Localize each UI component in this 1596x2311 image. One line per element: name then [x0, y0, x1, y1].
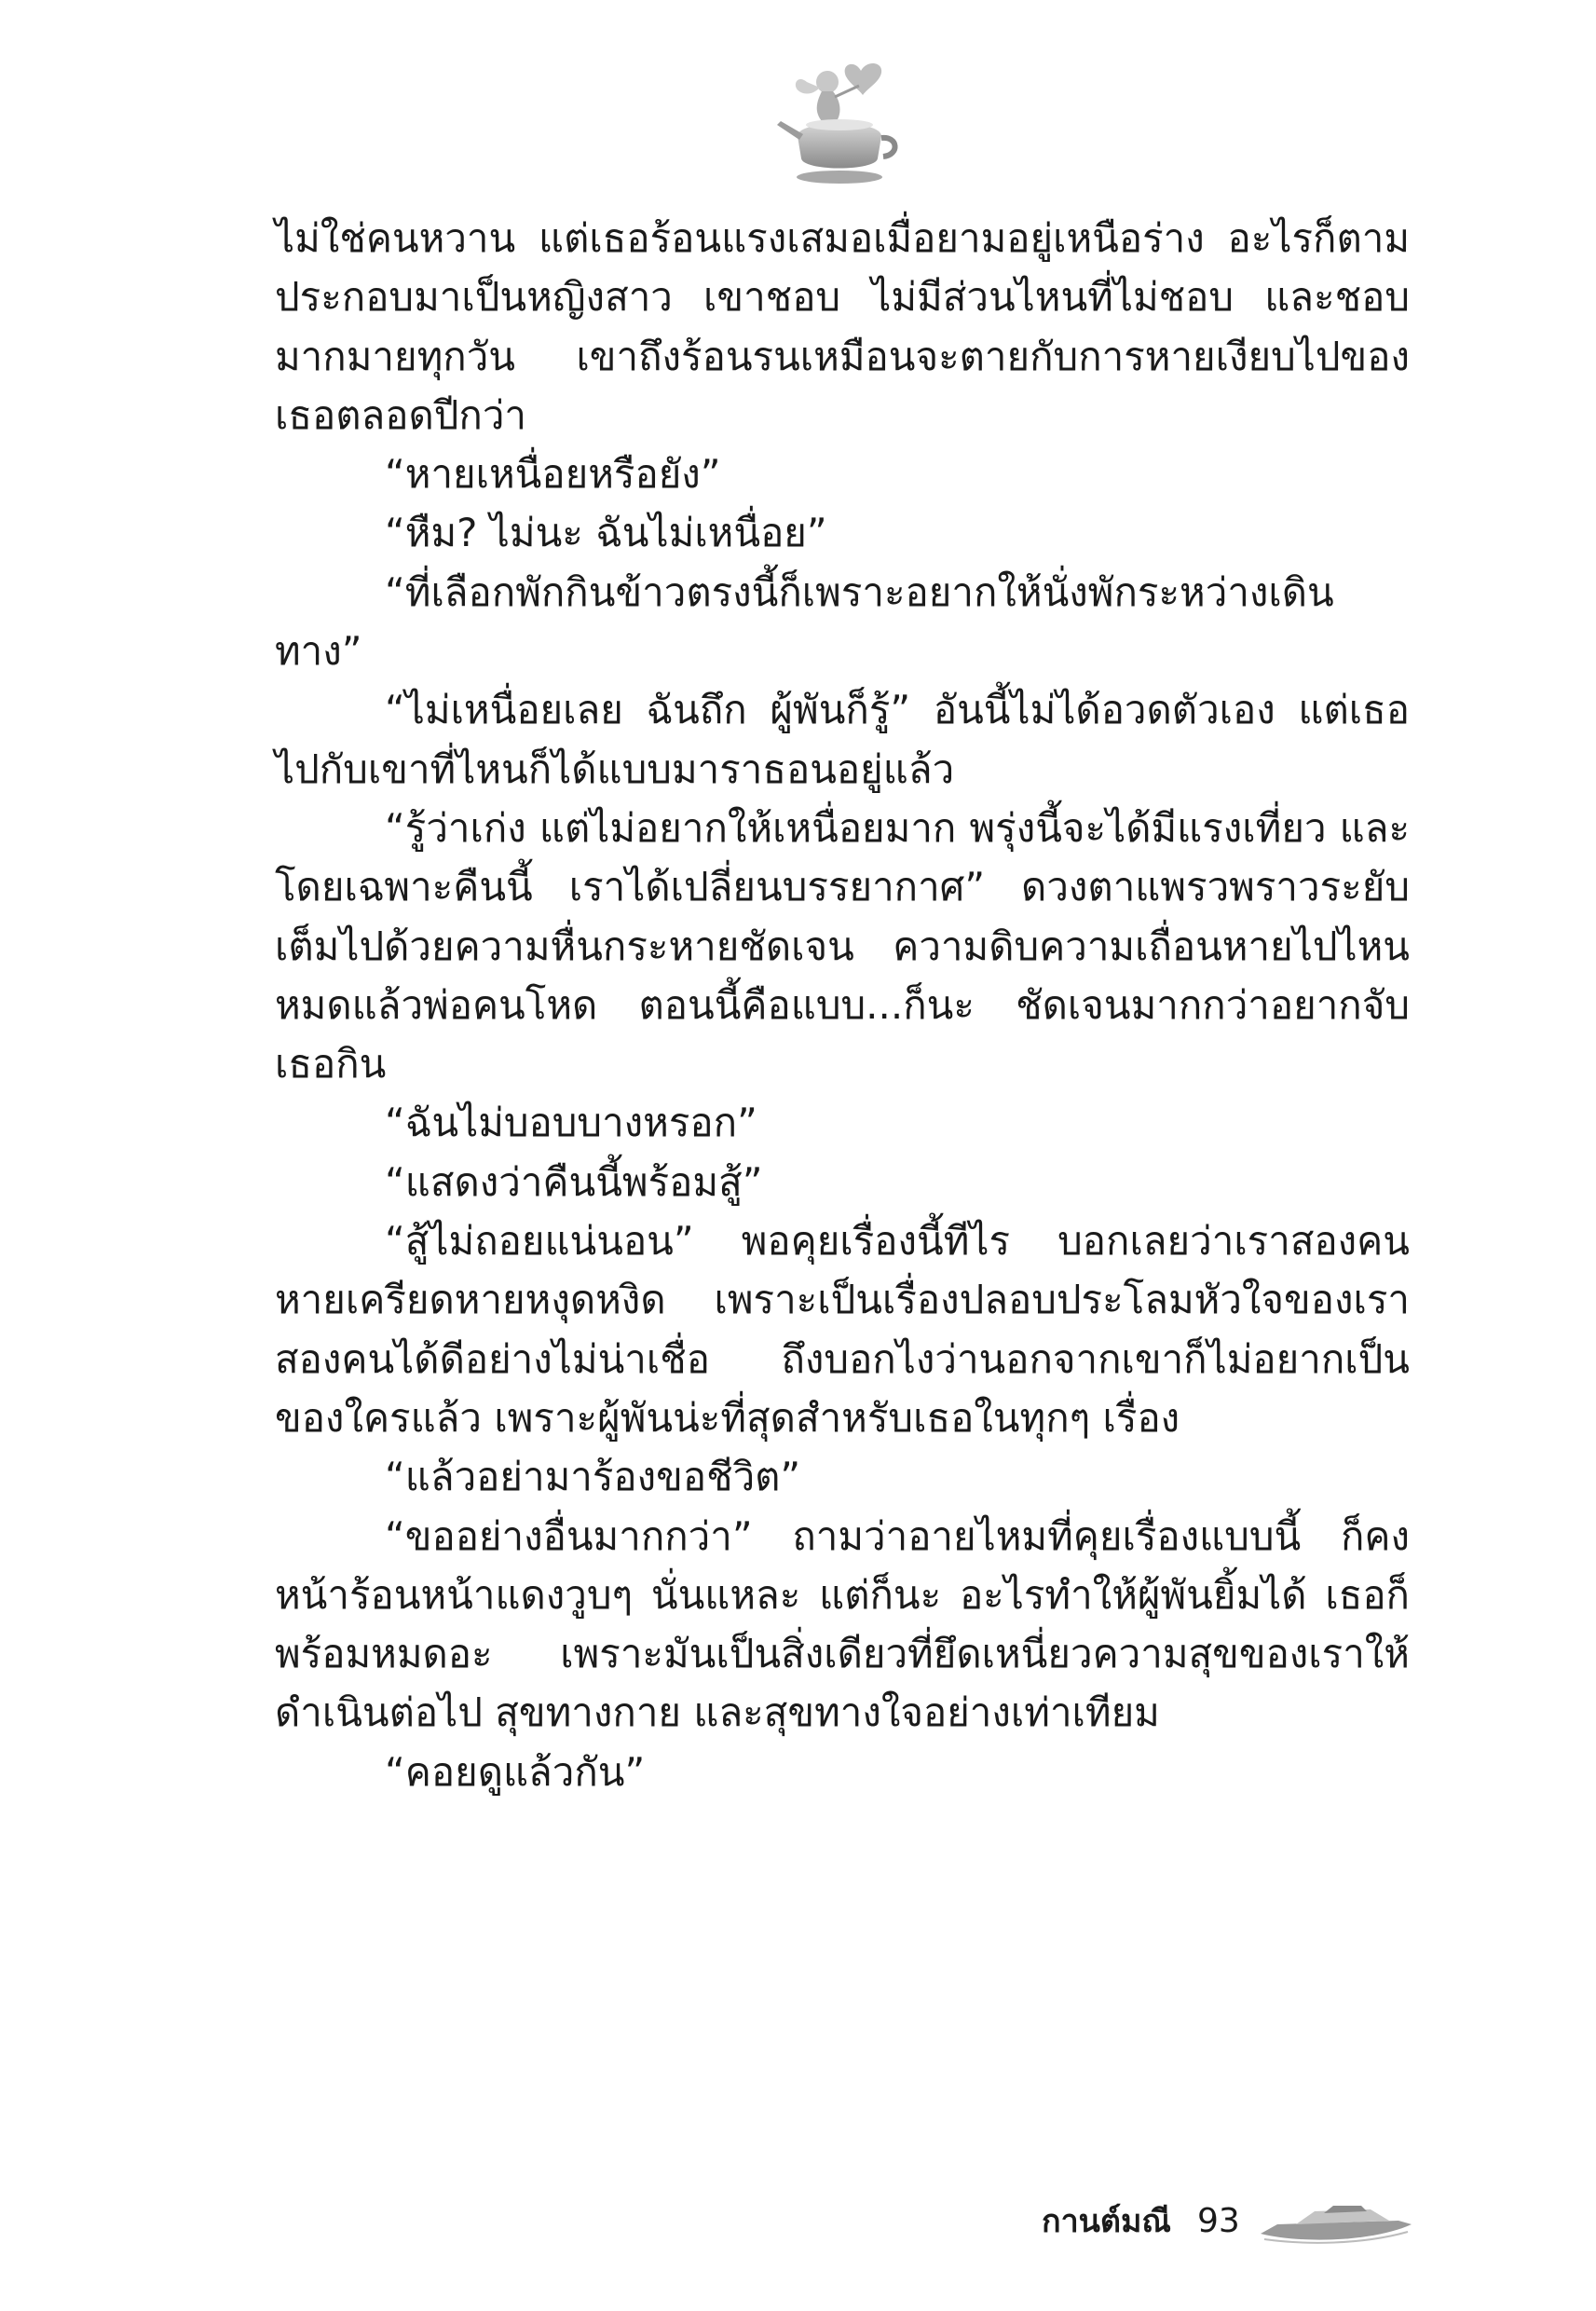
paragraph-8: “แสดงว่าคืนนี้พร้อมสู้”: [385, 1158, 763, 1205]
paragraph-3: “หืม? ไม่นะ ฉันไม่เหนื่อย”: [385, 510, 827, 556]
paragraph-9: “สู้ไม่ถอยแน่นอน” พอคุยเรื่องนี้ทีไร บอกเลยว่าเราสองคนหายเครียดหายหงุดหงิด เพราะเป็นเรื่องปลอบประโลมหัวใจของเราสองคนได้ดีอย่างไม่น่าเชื่อ ถึงบอกไงว่านอกจากเขาก็ไม่อยากเป็นของใครแล้ว เพราะผู้พันน่ะที่สุดสำหรับเธอในทุกๆ เรื่อง: [275, 1218, 1410, 1441]
paragraph-12: “คอยดูแล้วกัน”: [385, 1748, 646, 1795]
paragraph-6: “รู้ว่าเก่ง แต่ไม่อยากให้เหนื่อยมาก พรุ่งนี้จะได้มีแรงเที่ยว และโดยเฉพาะคืนนี้ เราได้เปลี่ยนบรรยากาศ” ดวงตาแพรวพราวระยับเต็มไปด้วยความหื่นกระหายชัดเจน ความดิบความเถื่อนหายไปไหนหมดแล้วพ่อคนโหด ตอนนี้คือแบบ...ก็นะ ชัดเจนมากกว่าอยากจับเธอกิน: [275, 804, 1410, 1087]
page-footer: [1042, 2188, 1413, 2253]
paragraph-5: “ไม่เหนื่อยเลย ฉันถึก ผู้พันก็รู้” อันนี้ไม่ได้อวดตัวเอง แต่เธอไปกับเขาที่ไหนก็ได้แบบมาราธอนอยู่แล้ว: [275, 687, 1410, 792]
paragraph-2: “หายเหนื่อยหรือยัง”: [385, 451, 721, 498]
cupid-teapot-icon: [770, 54, 909, 194]
book-title: กานต์มณี: [1042, 2203, 1171, 2240]
paragraph-1: ไม่ใช่คนหวาน แต่เธอร้อนแรงเสมอเมื่อยามอยู่เหนือร่าง อะไรก็ตามประกอบมาเป็นหญิงสาว เขาชอบ ไม่มีส่วนไหนที่ไม่ชอบ และชอบมากมายทุกวัน เขาถึงร้อนรนเหมือนจะตายกับการหายเงียบไปของเธอตลอดปีกว่า: [275, 215, 1410, 438]
body-text: [275, 209, 1410, 1801]
paragraph-10: “แล้วอย่ามาร้องขอชีวิต”: [385, 1454, 801, 1500]
paragraph-11: “ขออย่างอื่นมากกว่า” ถามว่าอายไหมที่คุยเรื่องแบบนี้ ก็คงหน้าร้อนหน้าแดงวูบๆ นั่นแหละ แต่ก็นะ อะไรทำให้ผู้พันยิ้มได้ เธอก็พร้อมหมดอะ เพราะมันเป็นสิ่งเดียวที่ยึดเหนี่ยวความสุขของเราให้ดำเนินต่อไป สุขทางกาย และสุขทางใจอย่างเท่าเทียม: [275, 1512, 1410, 1736]
speedboat-icon: [1259, 2196, 1413, 2245]
paragraph-4: “ที่เลือกพักกินข้าวตรงนี้ก็เพราะอยากให้นั่งพักระหว่างเดินทาง”: [275, 568, 1334, 675]
page-number: 93: [1196, 2201, 1240, 2240]
paragraph-7: “ฉันไม่บอบบางหรอก”: [385, 1100, 757, 1146]
